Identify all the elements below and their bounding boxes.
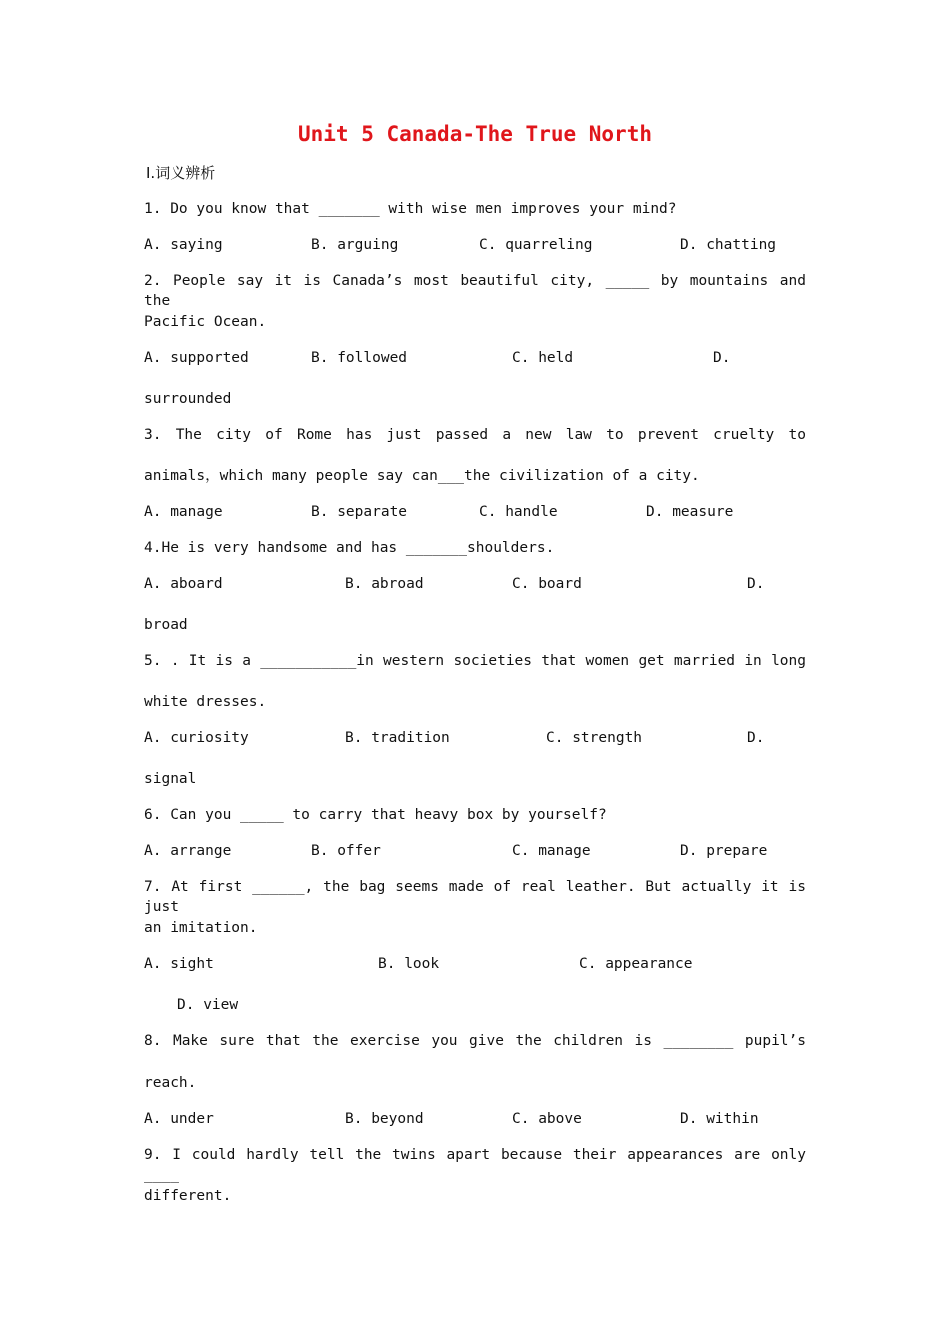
q1-option-b: B. arguing (311, 237, 399, 253)
question-1-text: 1. Do you know that _______ with wise men improves your mind? (144, 201, 677, 217)
q6-option-a: A. arrange (144, 843, 232, 859)
q8-option-c: C. above (512, 1111, 582, 1127)
question-4-text: 4.He is very handsome and has _______shoulders. (144, 540, 555, 556)
question-8-text-line-1: 8. Make sure that the exercise you give the children is ________ pupil’s (144, 1033, 806, 1049)
q7-option-c: C. appearance (579, 956, 693, 972)
q5-option-d: D. (747, 730, 765, 746)
q5-option-c: C. strength (546, 730, 643, 746)
q4-option-d: D. (747, 576, 765, 592)
page-title: Unit 5 Canada-The True North (297, 122, 652, 146)
q6-option-d: D. prepare (680, 843, 768, 859)
question-2-text-line-2: Pacific Ocean. (144, 314, 267, 330)
q3-option-b: B. separate (311, 504, 408, 520)
question-5-text-line-1: 5. . It is a ___________in western societies that women get married in long (144, 653, 806, 669)
q5-option-a: A. curiosity (144, 730, 249, 746)
q5-option-d-text: signal (144, 771, 197, 787)
q2-option-b: B. followed (311, 350, 408, 366)
q3-option-a: A. manage (144, 504, 223, 520)
question-9-text-line-2: different. (144, 1188, 232, 1204)
question-5-text-line-2: white dresses. (144, 694, 267, 710)
q1-option-c: C. quarreling (479, 237, 593, 253)
q7-option-d: D. view (177, 997, 239, 1013)
q7-option-a: A. sight (144, 956, 214, 972)
question-7-text-line-2: an imitation. (144, 920, 258, 936)
question-6-text: 6. Can you _____ to carry that heavy box by yourself? (144, 807, 607, 823)
q4-option-c: C. board (512, 576, 582, 592)
q5-option-b: B. tradition (345, 730, 450, 746)
q4-option-b: B. abroad (345, 576, 424, 592)
q6-option-b: B. offer (311, 843, 381, 859)
q8-option-a: A. under (144, 1111, 214, 1127)
q4-option-d-text: broad (144, 617, 188, 633)
question-3-text-line-2: animals，which many people say can___the civilization of a city. (144, 468, 700, 484)
q3-option-d: D. measure (646, 504, 734, 520)
question-8-text-line-2: reach. (144, 1075, 197, 1091)
q3-option-c: C. handle (479, 504, 558, 520)
section-heading: Ⅰ.词义辨析 (146, 164, 216, 182)
question-7-text-line-1: 7. At first ______, the bag seems made of real leather. But actually it is just (144, 879, 806, 915)
q8-option-d: D. within (680, 1111, 759, 1127)
q7-option-b: B. look (378, 956, 440, 972)
q1-option-a: A. saying (144, 237, 223, 253)
q2-option-d-text: surrounded (144, 391, 232, 407)
question-2-text-line-1: 2. People say it is Canada’s most beautiful city, _____ by mountains and the (144, 273, 806, 309)
question-9-text-line-1: 9. I could hardly tell the twins apart because their appearances are only ____ (144, 1147, 806, 1183)
q2-option-a: A. supported (144, 350, 249, 366)
q6-option-c: C. manage (512, 843, 591, 859)
q2-option-c: C. held (512, 350, 574, 366)
q8-option-b: B. beyond (345, 1111, 424, 1127)
q2-option-d: D. (713, 350, 731, 366)
q1-option-d: D. chatting (680, 237, 777, 253)
question-3-text-line-1: 3. The city of Rome has just passed a new law to prevent cruelty to (144, 427, 806, 443)
q4-option-a: A. aboard (144, 576, 223, 592)
